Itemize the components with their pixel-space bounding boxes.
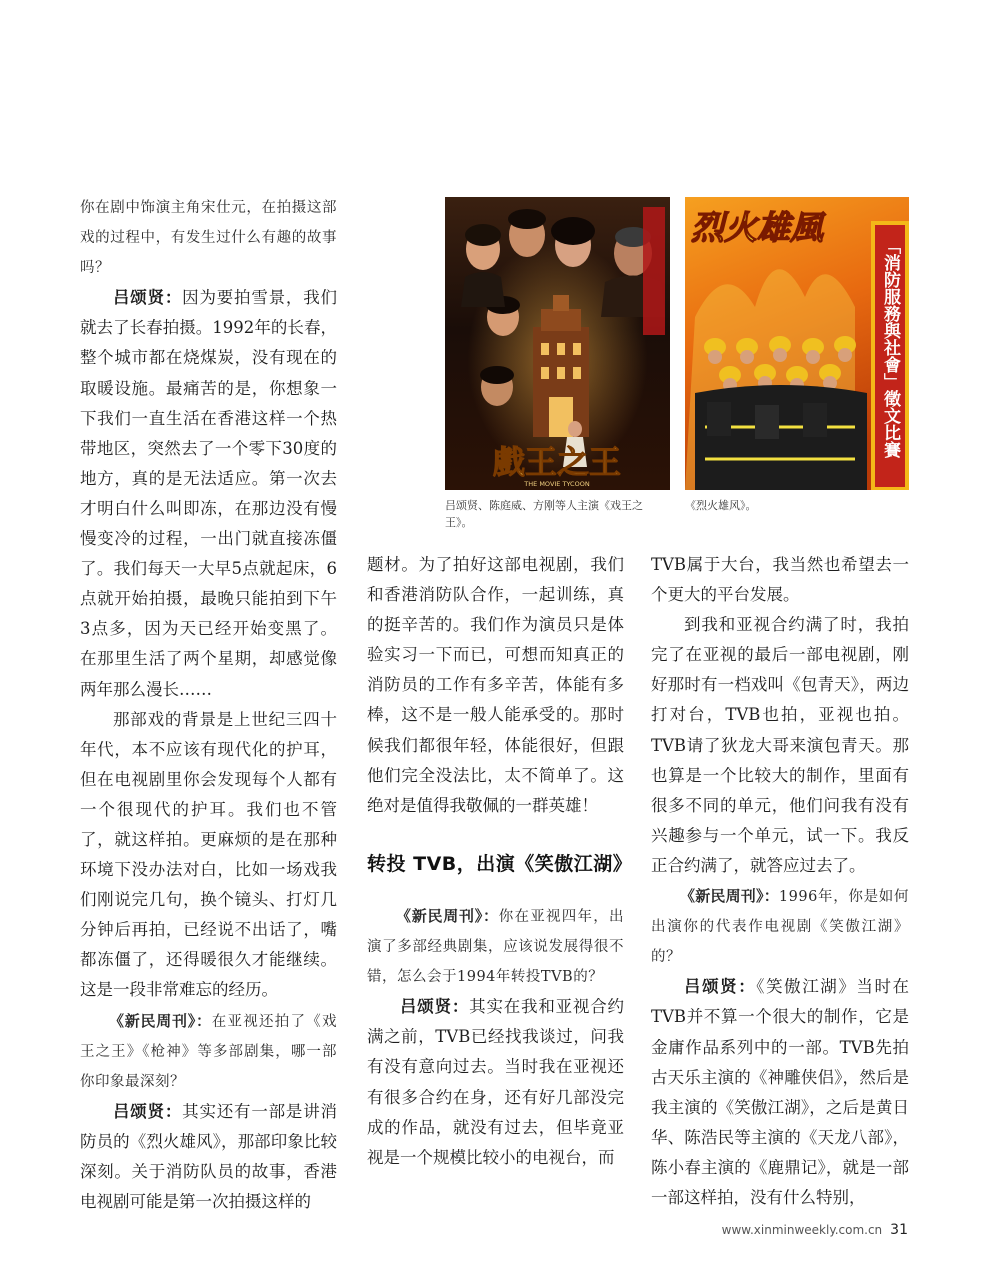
magazine-label: 《新民周刊》： (680, 887, 779, 906)
speaker-label: 吕颂贤： (113, 288, 183, 308)
page-footer (722, 1222, 908, 1238)
page-number: 31 (890, 1222, 908, 1238)
website-url: www.xinminweekly.com.cn (721, 1223, 883, 1237)
column-3 (651, 550, 909, 1213)
question-1: 你在剧中饰演主角宋仕元，在拍摄这部戏的过程中，有发生过什么有趣的故事吗？ (80, 200, 337, 277)
column-2 (367, 550, 633, 1173)
answer-4: 吕颂贤：《笑傲江湖》当时在TVB并不算一个很大的制作，它是金庸作品系列中的一部。TVB先拍古天乐主演的《神雕侠侣》，然后是我主演的《笑傲江湖》，之后是黄日华、陈浩民等主演的《天龙八部》，陈小春主演的《鹿鼎记》，就是一部一部这样拍，没有什么特别， (651, 977, 909, 1207)
poster-title: 戲王之王 (492, 443, 622, 481)
poster-subtitle: THE MOVIE TYCOON (524, 480, 590, 488)
poster-title: 烈火雄風 (691, 208, 823, 247)
answer-1: 吕颂贤：因为要拍雪景，我们就去了长春拍摄。1992年的长春，整个城市都在烧煤炭，没有现在的取暖设施。最痛苦的是，你想象一下我们一直生活在香港这样一个热带地区，突然去了一个零下30度的地方，真的是无法适应。第一次去才明白什么叫即冻，在那边没有慢慢变冷的过程，一出门就直接冻僵了。我们每天一大早5点就起床，6点就开始拍摄，最晚只能拍到下午3点多，因为天已经开始变黑了。在那里生活了两个星期，却感觉像两年那么漫长…… (80, 288, 338, 699)
poster-image (445, 197, 670, 490)
question-4: 《新民周刊》：1996年，你是如何出演你的代表作电视剧《笑傲江湖》的？ (651, 887, 909, 966)
paragraph: 那部戏的背景是上世纪三四十年代，本不应该有现代化的护耳，但在电视剧里你会发现每个人都有一个很现代的护耳。我们也不管了，就这样拍。更麻烦的是在那种环境下没办法对白，比如一场戏我们刚说完几句，换个镜头、打灯几分钟后再拍，已经说不出话了，嘴都冻僵了，还得暖很久才能继续。这是一段非常难忘的经历。 (80, 709, 337, 1000)
magazine-label: 《新民周刊》： (396, 906, 499, 925)
column-1 (80, 193, 337, 1217)
movie-tycoon-poster (445, 197, 670, 490)
answer-3: 吕颂贤：其实在我和亚视合约满之前，TVB已经找我谈过，问我有没有意向过去。当时我在亚视还有很多合约在身，还有好几部没完成的作品，就没有过去，但毕竟亚视是一个规模比较小的电视台，而 (367, 997, 625, 1167)
magazine-label: 《新民周刊》： (109, 1011, 212, 1030)
poster-image (685, 197, 909, 490)
burning-flame-poster (685, 197, 909, 490)
paragraph: 题材。为了拍好这部电视剧，我们和香港消防队合作，一起训练，真的挺辛苦的。我们作为演员只是体验实习一下而已，可想而知真正的消防员的工作有多辛苦，体能有多棒，这不是一般人能承受的。那时候我们都很年轻，体能很好，但跟他们完全没法比，太不简单了。这绝对是值得我敬佩的一群英雄！ (367, 555, 624, 815)
answer-2: 吕颂贤：其实还有一部是讲消防员的《烈火雄风》，那部印象比较深刻。关于消防队员的故事，香港电视剧可能是第一次拍摄这样的 (80, 1101, 338, 1212)
question-3: 《新民周刊》：你在亚视四年，出演了多部经典剧集，应该说发展得很不错，怎么会于1994年转投TVB的？ (367, 906, 624, 986)
question-2: 《新民周刊》：在亚视还拍了《戏王之王》《枪神》等多部剧集，哪一部你印象最深刻？ (80, 1011, 337, 1090)
caption-movie-tycoon: 吕颂贤、陈庭威、方刚等人主演《戏王之王》。 (445, 499, 643, 529)
paragraph: 到我和亚视合约满了时，我拍完了在亚视的最后一部电视剧，刚好那时有一档戏叫《包青天》，两边打对台，TVB也拍，亚视也拍。TVB请了狄龙大哥来演包青天。那也算是一个比较大的制作，里面有很多不同的单元，他们问我有没有兴趣参与一个单元，试一下。我反正合约满了，就答应过去了。 (651, 615, 909, 875)
section-heading: 转投 TVB，出演《笑傲江湖》 (367, 852, 633, 875)
paragraph: TVB属于大台，我当然也希望去一个更大的平台发展。 (651, 555, 909, 605)
caption-burning-flame: 《烈火雄风》。 (685, 499, 757, 512)
speaker-label: 吕颂贤： (113, 1101, 183, 1121)
speaker-label: 吕颂贤： (684, 977, 757, 997)
poster-banner-text: 「消防服務與社會」徵文比賽 (880, 237, 900, 458)
speaker-label: 吕颂贤： (400, 997, 470, 1017)
